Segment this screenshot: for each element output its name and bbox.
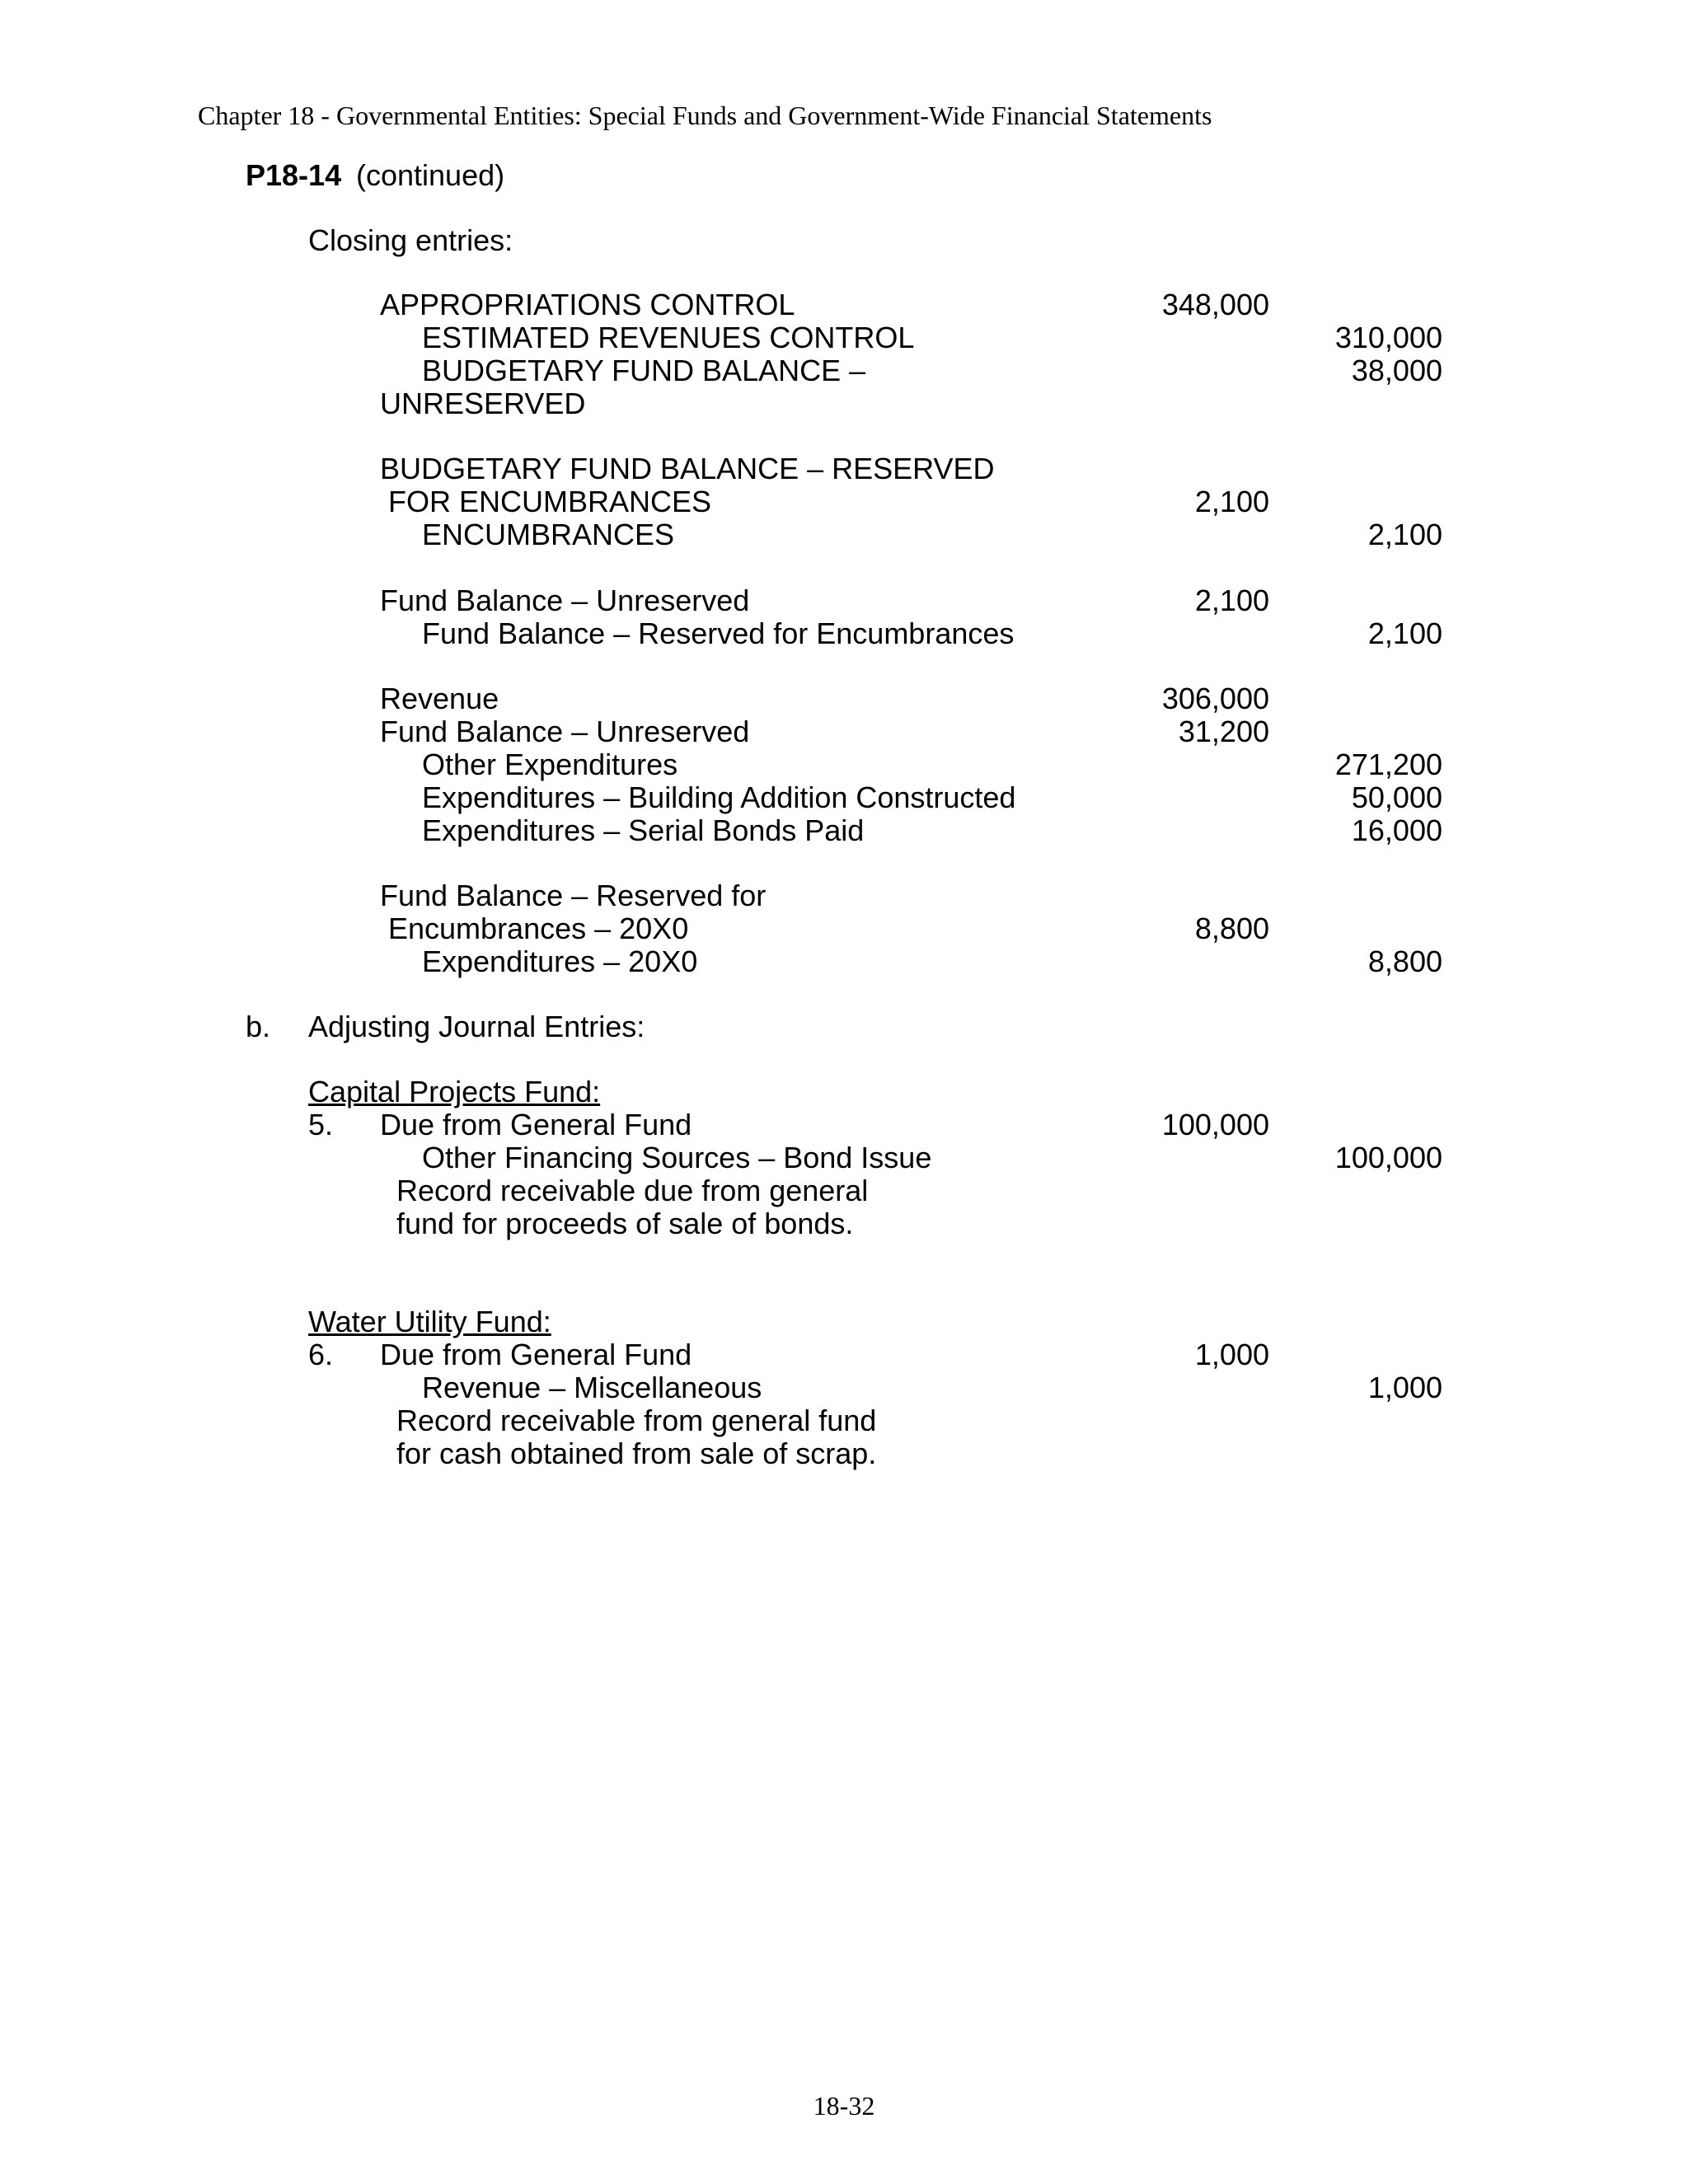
water-line2: Revenue – Miscellaneous [422, 1371, 762, 1404]
entry3-line1-debit: 2,100 [1194, 583, 1269, 617]
entry2-line1: BUDGETARY FUND BALANCE – RESERVED [380, 452, 995, 485]
entry5-line3-credit: 8,800 [1367, 944, 1442, 978]
capital-entry-number: 5. [308, 1108, 334, 1141]
entry1-line1: APPROPRIATIONS CONTROL [380, 288, 795, 321]
water-memo-line1: Record receivable from general fund [396, 1404, 877, 1437]
capital-line1-debit: 100,000 [1161, 1108, 1269, 1141]
entry5-line3: Expenditures – 20X0 [422, 944, 698, 978]
entry4-line4: Expenditures – Building Addition Constructed [422, 780, 1016, 814]
entry1-line4: UNRESERVED [380, 387, 586, 420]
entry4-line3-credit: 271,200 [1334, 748, 1442, 781]
entry5-line2-debit: 8,800 [1194, 912, 1269, 945]
entry1-line3: BUDGETARY FUND BALANCE – [422, 354, 866, 387]
entry4-line4-credit: 50,000 [1351, 780, 1442, 814]
entry1-line1-debit: 348,000 [1161, 288, 1269, 321]
entry4-line2: Fund Balance – Unreserved [380, 715, 750, 748]
entry2-line2-debit: 2,100 [1194, 485, 1269, 518]
entry4-line1: Revenue [380, 682, 499, 715]
capital-line1: Due from General Fund [380, 1108, 692, 1141]
capital-line2-credit: 100,000 [1334, 1141, 1442, 1174]
water-line1-debit: 1,000 [1194, 1338, 1269, 1371]
page-number: 18-32 [813, 2091, 875, 2121]
capital-line2: Other Financing Sources – Bond Issue [422, 1141, 932, 1174]
problem-id: P18-14 [246, 158, 342, 192]
entry1-line3-credit: 38,000 [1351, 354, 1442, 387]
water-entry-number: 6. [308, 1338, 334, 1371]
entry4-line1-debit: 306,000 [1161, 682, 1269, 715]
capital-memo-line1: Record receivable due from general [396, 1174, 869, 1207]
part-b-label: Adjusting Journal Entries: [308, 1010, 645, 1043]
entry4-line5-credit: 16,000 [1351, 813, 1442, 847]
entry1-line2-credit: 310,000 [1334, 321, 1442, 354]
entry1-line2: ESTIMATED REVENUES CONTROL [422, 321, 915, 354]
entry4-line3: Other Expenditures [422, 748, 678, 781]
entry3-line2-credit: 2,100 [1367, 616, 1442, 650]
capital-fund-heading: Capital Projects Fund: [308, 1075, 601, 1108]
entry2-line3: ENCUMBRANCES [422, 518, 675, 551]
water-line1: Due from General Fund [380, 1338, 692, 1371]
entry2-line3-credit: 2,100 [1367, 518, 1442, 551]
entry2-line2: FOR ENCUMBRANCES [388, 485, 712, 518]
water-fund-heading: Water Utility Fund: [308, 1305, 551, 1338]
water-memo-line2: for cash obtained from sale of scrap. [396, 1436, 877, 1470]
entry4-line2-debit: 31,200 [1178, 715, 1269, 748]
entry3-line1: Fund Balance – Unreserved [380, 583, 750, 617]
running-header: Chapter 18 - Governmental Entities: Special Funds and Government-Wide Financial Statements [198, 101, 1212, 130]
entry5-line1: Fund Balance – Reserved for [380, 879, 767, 912]
part-b-marker: b. [246, 1010, 271, 1043]
entry3-line2: Fund Balance – Reserved for Encumbrances [422, 616, 1015, 650]
problem-note: (continued) [356, 158, 505, 192]
entry4-line5: Expenditures – Serial Bonds Paid [422, 813, 865, 847]
closing-label: Closing entries: [308, 223, 513, 257]
water-line2-credit: 1,000 [1367, 1371, 1442, 1404]
capital-memo-line2: fund for proceeds of sale of bonds. [396, 1207, 854, 1240]
entry5-line2: Encumbrances – 20X0 [388, 912, 689, 945]
